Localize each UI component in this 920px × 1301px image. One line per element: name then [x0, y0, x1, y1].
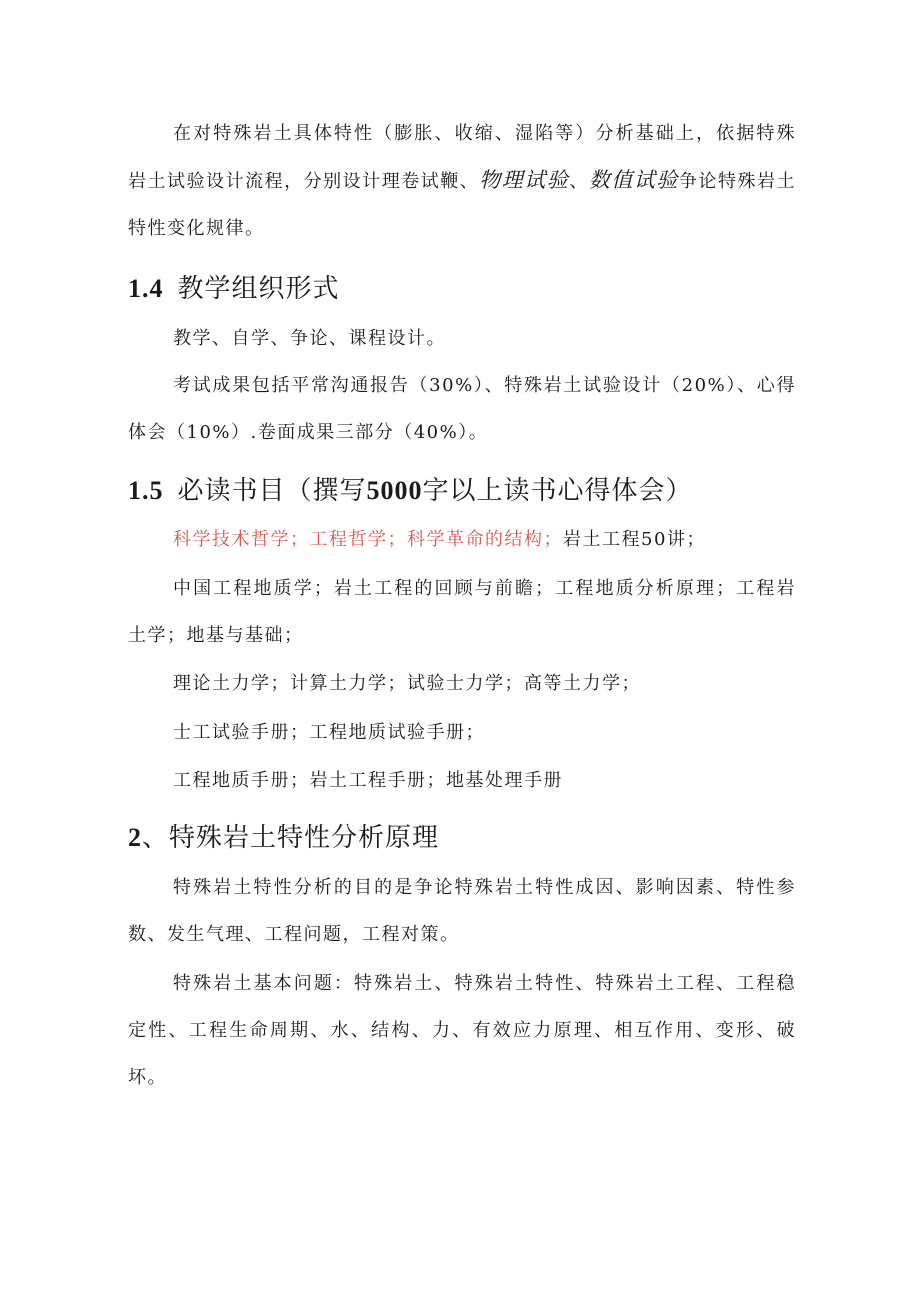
section-number: 1.4	[128, 274, 164, 303]
reading-list-line-2: 中国工程地质学；岩土工程的回顾与前瞻；工程地质分析原理；工程岩土学；地基与基础；	[128, 578, 796, 646]
intro-paragraph	[128, 110, 796, 252]
analysis-purpose-paragraph: 特殊岩土特性分析的目的是争论特殊岩土特性成因、影响因素、特性参数、发生气理、工程问题，工程对策。	[128, 877, 796, 945]
reading-list-line-4: 士工试验手册；工程地质试验手册；	[173, 722, 485, 743]
intro-separator: 、	[569, 171, 589, 192]
intro-text-part2: 争论特殊岩土特性变化规律。	[128, 171, 796, 239]
section-heading-1-4	[128, 269, 340, 309]
basic-problems-paragraph: 特殊岩土基本问题：特殊岩土、特殊岩土特性、特殊岩土工程、工程稳定性、工程生命周期、水、结构、力、有效应力原理、相互作用、变形、破坏。	[128, 973, 796, 1088]
intro-italic-physical-test: 物理试验	[479, 168, 570, 192]
section-title: 、特殊岩土特性分析原理	[142, 823, 440, 853]
section-heading-1-5	[128, 471, 693, 511]
reading-list-line-3: 理论土力学；计算土力学；试验士力学；高等土力学；	[173, 673, 641, 694]
section-title: 教学组织形式	[177, 274, 340, 304]
section-title-number: 5000	[366, 476, 423, 505]
teaching-forms-paragraph: 教学、自学、争论、课程设计。	[173, 328, 446, 349]
reading-list-line-5: 工程地质手册；岩土工程手册；地基处理手册	[173, 770, 563, 791]
highlighted-books: 科学技术哲学；工程哲学；科学革命的结构；	[173, 529, 563, 550]
section-title-post: 字以上读书心得体会）	[422, 476, 693, 506]
section-heading-2	[128, 818, 439, 858]
assessment-paragraph: 考试成果包括平常沟通报告（30%）、特殊岩土试验设计（20%）、心得体会（10%）.卷面成果三部分（40%）。	[128, 375, 796, 443]
reading-list-line-1	[128, 516, 796, 563]
intro-text-part1: 在对特殊岩土具体特性（膨胀、收缩、湿陷等）分析基础上，依据特殊岩土试验设计流程，分别设计理卷试鞭、	[128, 123, 796, 192]
intro-italic-numerical-test: 数值试验	[588, 168, 679, 192]
section-title-pre: 必读书目（撰写	[177, 476, 367, 506]
section-number: 1.5	[128, 476, 164, 505]
section-number: 2	[128, 823, 142, 852]
reading-list-rest: 岩土工程50讲；	[563, 529, 706, 550]
